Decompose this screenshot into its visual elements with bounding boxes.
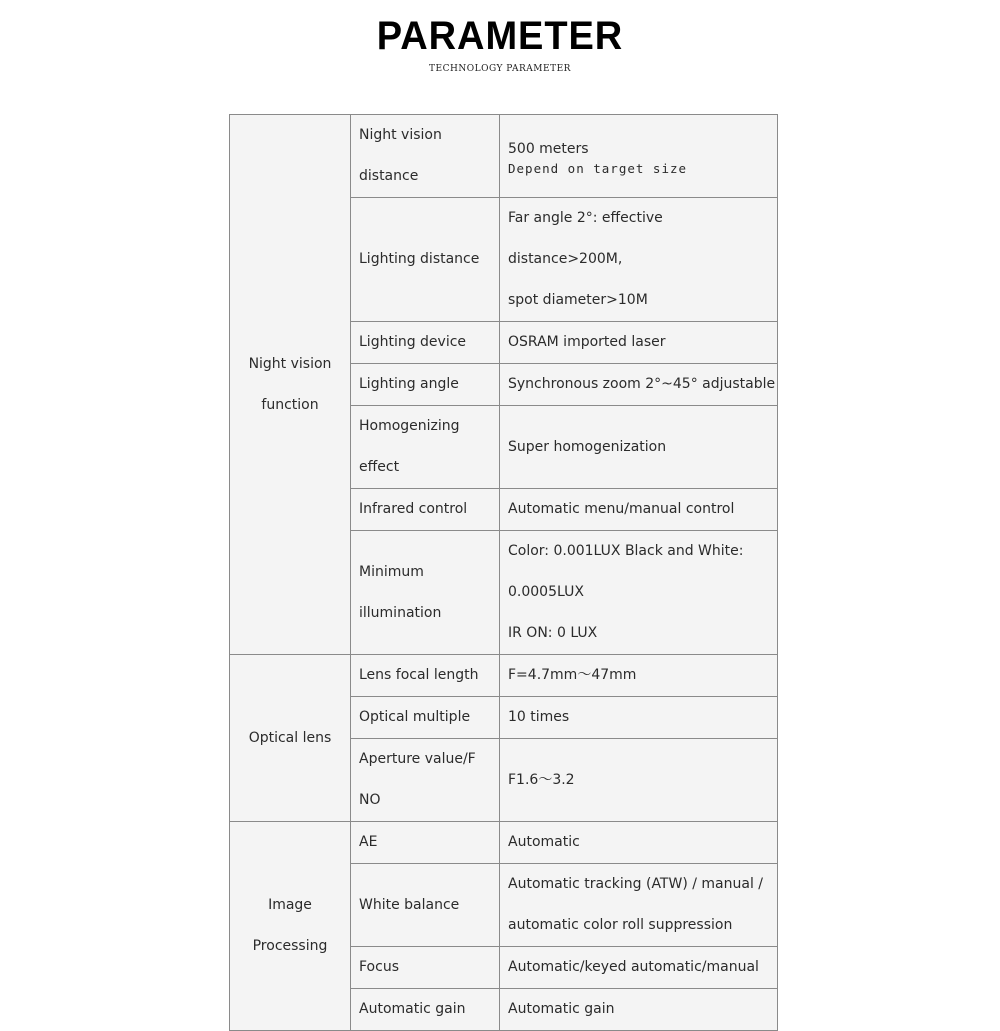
cell-text-line: Automatic gain <box>508 1001 615 1017</box>
cell-text-line: NO <box>359 792 381 808</box>
parameter-name-cell <box>351 198 500 322</box>
page-title: PARAMETER <box>376 14 624 58</box>
parameter-name-cell <box>351 697 500 739</box>
parameter-value-cell <box>500 822 778 864</box>
cell-text-line: Automatic tracking (ATW) / manual / <box>508 876 764 892</box>
parameter-name-cell <box>351 531 500 655</box>
cell-text-line: 0.0005LUX <box>508 584 584 600</box>
group-name-cell <box>230 655 351 822</box>
parameter-name-cell <box>351 115 500 198</box>
parameter-name-cell <box>351 822 500 864</box>
parameter-name-cell <box>351 739 500 822</box>
cell-text-line: Image <box>268 897 312 913</box>
parameter-value-cell <box>500 697 778 739</box>
cell-text-line: Lighting distance <box>359 251 480 267</box>
cell-text-line: Automatic <box>508 834 580 850</box>
cell-text-line: Processing <box>252 938 328 954</box>
cell-text-line: spot diameter>10M <box>508 292 648 308</box>
cell-text-line: Automatic gain <box>359 1001 466 1017</box>
value-note: Depend on target size <box>508 160 688 176</box>
cell-text-line: OSRAM imported laser <box>508 334 666 350</box>
table-row <box>230 822 778 864</box>
parameter-value-cell <box>500 115 778 198</box>
cell-text-line: Automatic/keyed automatic/manual <box>508 959 759 975</box>
cell-text-line: Optical lens <box>248 729 332 746</box>
cell-text-line: F1.6～3.2 <box>508 771 575 788</box>
parameter-value-cell <box>500 489 778 531</box>
cell-text-line: AE <box>359 834 378 850</box>
cell-text-line: F=4.7mm～47mm <box>508 667 637 683</box>
parameter-value-cell <box>500 322 778 364</box>
parameter-value-cell <box>500 989 778 1031</box>
cell-text-line: Far angle 2°: effective distance>200M, <box>508 210 663 267</box>
cell-text-line: IR ON: 0 LUX <box>508 625 598 641</box>
cell-text-line: Lighting angle <box>359 376 459 392</box>
parameter-name-cell <box>351 655 500 697</box>
page-subtitle: TECHNOLOGY PARAMETER <box>429 64 571 74</box>
parameter-value-cell <box>500 655 778 697</box>
cell-text-line: White balance <box>359 896 460 913</box>
cell-text-line: 10 times <box>508 709 570 725</box>
parameter-value-cell <box>500 531 778 655</box>
cell-text-line: Minimum <box>359 563 424 580</box>
parameter-value-cell <box>500 739 778 822</box>
cell-text-line: Aperture value/F <box>359 751 476 767</box>
parameter-name-cell <box>351 406 500 489</box>
parameter-name-cell <box>351 364 500 406</box>
group-name-cell <box>230 115 351 655</box>
parameter-table <box>229 114 778 1031</box>
cell-text-line: Automatic menu/manual control <box>508 501 735 517</box>
cell-text-line: Infrared control <box>359 501 468 517</box>
cell-text-line: Night vision <box>359 127 442 143</box>
parameter-value-cell <box>500 364 778 406</box>
parameter-value-cell <box>500 947 778 989</box>
parameter-name-cell <box>351 947 500 989</box>
cell-text-line: Focus <box>359 959 399 975</box>
cell-text-line: Homogenizing <box>359 418 460 434</box>
parameter-name-cell <box>351 322 500 364</box>
cell-text-line: Night vision <box>248 355 332 372</box>
cell-text-line: Color: 0.001LUX Black and White: <box>508 543 744 559</box>
cell-text-line: Super homogenization <box>508 438 667 455</box>
cell-text-line: Synchronous zoom 2°~45° adjustable <box>508 376 776 392</box>
cell-text-line: Lens focal length <box>359 667 479 683</box>
parameter-name-cell <box>351 989 500 1031</box>
cell-text-line: illumination <box>359 604 442 621</box>
cell-text-line: 500 meters <box>508 140 589 157</box>
cell-text-line: effect <box>359 459 400 475</box>
parameter-value-cell <box>500 864 778 947</box>
cell-text-line: function <box>261 396 319 413</box>
cell-text-line: Lighting device <box>359 334 467 350</box>
table-row <box>230 115 778 198</box>
group-name-cell <box>230 822 351 1031</box>
cell-text-line: Optical multiple <box>359 709 471 725</box>
parameter-name-cell <box>351 489 500 531</box>
parameter-value-cell <box>500 406 778 489</box>
cell-text-line: automatic color roll suppression <box>508 917 733 933</box>
table-row <box>230 655 778 697</box>
parameter-value-cell <box>500 198 778 322</box>
cell-text-line: distance <box>359 168 419 184</box>
parameter-name-cell <box>351 864 500 947</box>
